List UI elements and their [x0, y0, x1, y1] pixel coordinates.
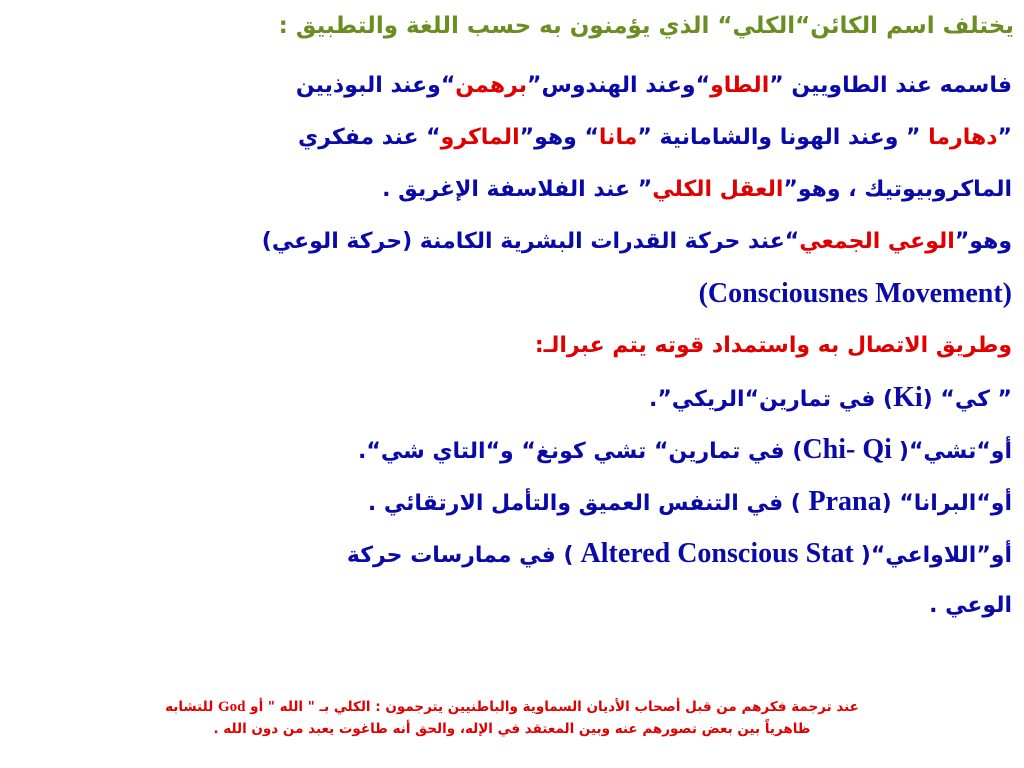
line-text: أو“تشي“(: [898, 439, 1012, 464]
highlighted-term: العقل الكلي: [652, 177, 784, 202]
highlighted-term: برهمن: [455, 73, 528, 98]
body-line: [8, 60, 1012, 112]
highlighted-term: دهارما: [928, 125, 998, 150]
line-text: “عند حركة القدرات البشرية الكامنة (حركة الوعي): [261, 229, 800, 254]
body-line: [8, 164, 1012, 216]
line-text: “وعند الهندوس”: [527, 73, 711, 98]
line-text: أو”اللاواعي“(: [860, 543, 1012, 568]
line-text: الماكروبيوتيك ، وهو”: [783, 177, 1012, 202]
line-text: وهو”: [954, 229, 1012, 254]
highlighted-term: الطاو: [710, 73, 770, 98]
latin-term: Prana: [808, 486, 882, 517]
body-line: [8, 112, 1012, 164]
latin-term: Ki: [893, 382, 923, 413]
footnote-line-2: ظاهرياً بين بعض تصورهم عنه وبين المعتقد في الإله، والحق أنه طاغوت يعبد من دون الله .: [213, 721, 811, 737]
body-line: [8, 424, 1012, 476]
line-text: الوعي .: [929, 593, 1012, 618]
line-text: ”: [997, 125, 1012, 150]
line-text: “ وهو”: [519, 125, 599, 150]
highlighted-term: مانا: [598, 125, 638, 150]
footnote-latin-word: God: [217, 699, 246, 715]
line-text: ” وعند الهونا والشامانية ”: [637, 125, 929, 150]
line-text: ” كي“ (: [922, 387, 1012, 412]
body-line: [8, 476, 1012, 528]
body-line: [8, 320, 1012, 372]
line-text: ) في تمارين“الريكي”.: [648, 387, 894, 412]
body-line: [8, 372, 1012, 424]
footnote: [10, 696, 1014, 740]
line-text: أو“البرانا“ (: [881, 491, 1012, 516]
slide-title: يختلف اسم الكائن“الكلي“ الذي يؤمنون به حسب اللغة والتطبيق :: [278, 13, 1014, 39]
line-text: “ عند مفكري: [298, 125, 441, 150]
body-line: [8, 268, 1012, 320]
latin-term: Chi- Qi: [802, 434, 899, 465]
highlighted-term: الماكرو: [440, 125, 520, 150]
footnote-text-end: للتشابه: [165, 699, 218, 715]
line-text: ” عند الفلاسفة الإغريق .: [382, 177, 653, 202]
line-text: ) في تمارين“ تشي كونغ“ و“التاي شي“.: [358, 439, 803, 464]
body-line: [8, 216, 1012, 268]
footnote-line-1: [10, 696, 1014, 718]
line-text: ) في التنفس العميق والتأمل الارتقائي .: [367, 491, 809, 516]
footnote-text-start: عند ترجمة فكرهم من قبل أصحاب الأديان السماوية والباطنيين يترجمون : الكلي بـ " الله " أو: [245, 699, 859, 715]
line-text: فاسمه عند الطاويين ”: [769, 73, 1012, 98]
highlighted-term: الوعي الجمعي: [799, 229, 955, 254]
line-text: وطريق الاتصال به واستمداد قوته يتم عبرالـ:: [534, 333, 1012, 358]
line-text: “وعند البوذيين: [295, 73, 456, 98]
latin-term: (Consciousnes Movement): [698, 278, 1012, 309]
body-line: [8, 580, 1012, 632]
slide-body: [8, 60, 1012, 632]
latin-term: Altered Conscious Stat: [573, 538, 861, 569]
body-line: [8, 528, 1012, 580]
line-text: ) في ممارسات حركة: [346, 543, 574, 568]
